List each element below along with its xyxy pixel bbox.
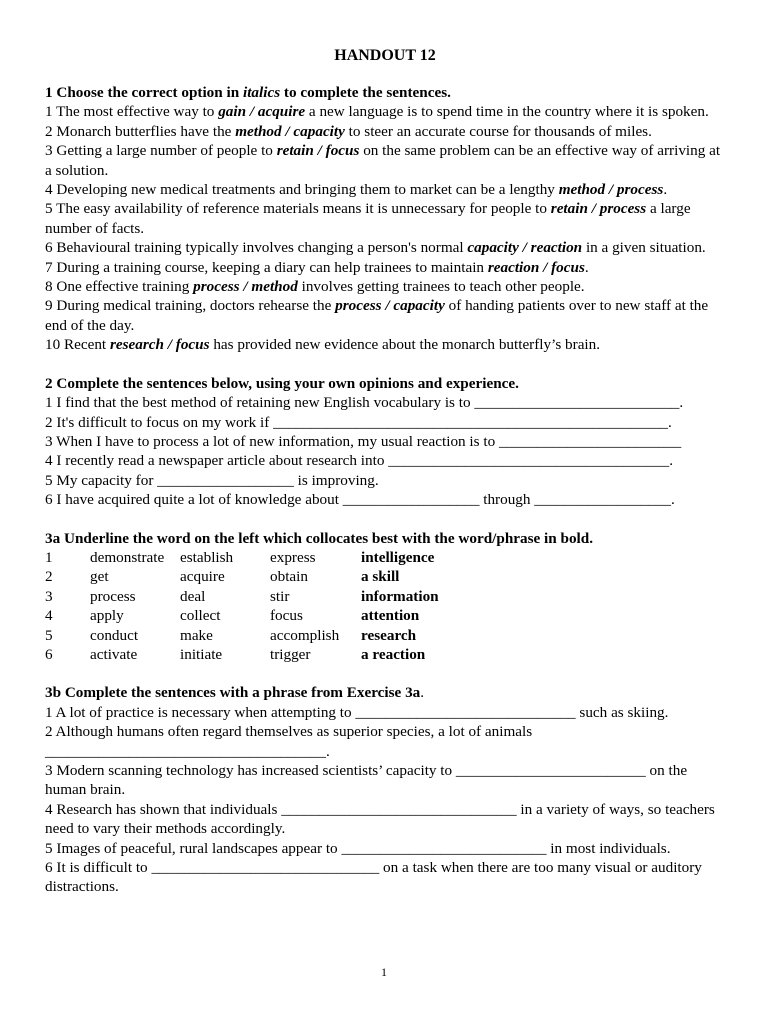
word-option: acquire xyxy=(180,568,225,586)
exercise-3b-item: 1 A lot of practice is necessary when attempting to _____________________________ such as skiing. xyxy=(45,703,669,721)
exercise-1-item: 5 The easy availability of reference materials means it is unnecessary for people to retain / process a large number of facts. xyxy=(45,200,691,237)
row-number: 3 xyxy=(45,587,53,605)
word-option: initiate xyxy=(180,645,223,663)
word-option: conduct xyxy=(90,626,139,644)
exercise-3b-item: 3 Modern scanning technology has increased scientists’ capacity to _________________________ on the human brain. xyxy=(45,762,688,799)
word-option: focus xyxy=(270,607,303,625)
exercise-1-item: 3 Getting a large number of people to retain / focus on the same problem can be an effective way of arriving at a solution. xyxy=(45,142,721,179)
option-pair: gain / acquire xyxy=(218,103,306,121)
exercise-2-item: 4 I recently read a newspaper article about research into _____________________________________. xyxy=(45,452,673,470)
word-option: get xyxy=(90,568,109,586)
exercise-1-item: 2 Monarch butterflies have the method / capacity to steer an accurate course for thousands of miles. xyxy=(45,122,652,140)
exercise-1-item: 7 During a training course, keeping a diary can help trainees to maintain reaction / focus. xyxy=(45,258,589,276)
row-number: 2 xyxy=(45,568,53,586)
exercise-2-item: 2 It's difficult to focus on my work if ____________________________________________________. xyxy=(45,413,672,431)
word-option: activate xyxy=(90,645,138,663)
exercise-3a-heading: 3a Underline the word on the left which collocates best with the word/phrase in bold. xyxy=(45,529,594,547)
exercise-3b-item: 2 Although humans often regard themselves as superior species, a lot of animals xyxy=(45,723,533,741)
exercise-1-item: 4 Developing new medical treatments and bringing them to market can be a lengthy method / process. xyxy=(45,181,668,199)
exercise-2-item: 5 My capacity for __________________ is improving. xyxy=(45,471,379,489)
word-option: process xyxy=(90,587,136,605)
collocation-table xyxy=(45,548,439,664)
bold-phrase: information xyxy=(361,587,439,605)
option-pair: process / capacity xyxy=(335,297,445,315)
word-option: obtain xyxy=(270,568,308,586)
row-number: 5 xyxy=(45,626,53,644)
exercise-1-item: 9 During medical training, doctors rehearse the process / capacity of handing patients over to new staff at the end of the day. xyxy=(45,297,709,334)
exercise-3b-item: 5 Images of peaceful, rural landscapes appear to ___________________________ in most individuals. xyxy=(45,839,671,857)
word-option: collect xyxy=(180,607,221,625)
exercise-3b-item: 4 Research has shown that individuals _______________________________ in a variety of ways, so teachers need to vary their methods accordingly. xyxy=(45,800,715,838)
option-pair: process / method xyxy=(193,278,298,296)
bold-phrase: intelligence xyxy=(361,548,435,566)
option-pair: method / process xyxy=(558,181,664,199)
option-pair: reaction / focus xyxy=(487,258,585,276)
handout-page xyxy=(45,46,725,897)
page-title: HANDOUT 12 xyxy=(334,47,436,64)
exercise-2 xyxy=(45,374,725,510)
row-number: 1 xyxy=(45,548,53,566)
option-pair: capacity / reaction xyxy=(467,239,583,257)
option-pair: method / capacity xyxy=(235,122,345,140)
exercise-1 xyxy=(45,83,725,355)
word-option: accomplish xyxy=(270,626,340,644)
bold-phrase: a reaction xyxy=(361,645,426,663)
word-option: trigger xyxy=(270,645,311,663)
exercise-2-item: 3 When I have to process a lot of new information, my usual reaction is to ________________________ xyxy=(45,432,682,450)
collocation-row xyxy=(45,587,439,606)
word-option: demonstrate xyxy=(90,548,165,566)
row-number: 4 xyxy=(45,607,53,625)
row-number: 6 xyxy=(45,645,53,663)
word-option: establish xyxy=(180,548,234,566)
exercise-3b xyxy=(45,683,725,896)
exercise-2-item: 1 I find that the best method of retaining new English vocabulary is to ___________________________. xyxy=(45,394,684,412)
collocation-row xyxy=(45,645,439,664)
exercise-3b-item: 6 It is difficult to ______________________________ on a task when there are too many visual or auditory distractions. xyxy=(45,859,702,896)
bold-phrase: attention xyxy=(361,607,420,625)
bold-phrase: research xyxy=(361,626,417,644)
exercise-2-item: 6 I have acquired quite a lot of knowledge about __________________ through __________________. xyxy=(45,491,675,509)
exercise-1-item: 6 Behavioural training typically involves changing a person's normal capacity / reaction in a given situation. xyxy=(45,239,706,257)
collocation-row xyxy=(45,626,439,645)
exercise-2-heading: 2 Complete the sentences below, using your own opinions and experience. xyxy=(45,374,519,392)
page-number: 1 xyxy=(381,965,387,979)
collocation-row xyxy=(45,567,439,586)
bold-phrase: a skill xyxy=(361,568,400,586)
exercise-3b-heading: 3b Complete the sentences with a phrase from Exercise 3a. xyxy=(45,684,425,702)
exercise-1-heading: 1 Choose the correct option in italics to complete the sentences. xyxy=(45,84,451,101)
option-pair: retain / focus xyxy=(276,142,360,160)
exercise-3a xyxy=(45,529,725,665)
exercise-1-item: 1 The most effective way to gain / acquire a new language is to spend time in the country where it is spoken. xyxy=(45,103,709,121)
exercise-3b-item: _____________________________________. xyxy=(45,742,330,760)
word-option: apply xyxy=(90,607,124,625)
collocation-row xyxy=(45,606,439,625)
word-option: deal xyxy=(180,587,206,605)
exercise-1-item: 10 Recent research / focus has provided new evidence about the monarch butterfly’s brain. xyxy=(45,336,601,354)
option-pair: retain / process xyxy=(550,200,647,218)
exercise-1-item: 8 One effective training process / method involves getting trainees to teach other people. xyxy=(45,278,585,296)
option-pair: research / focus xyxy=(109,336,210,354)
collocation-row xyxy=(45,548,439,567)
word-option: express xyxy=(270,548,316,566)
word-option: stir xyxy=(270,587,290,605)
word-option: make xyxy=(180,626,213,644)
